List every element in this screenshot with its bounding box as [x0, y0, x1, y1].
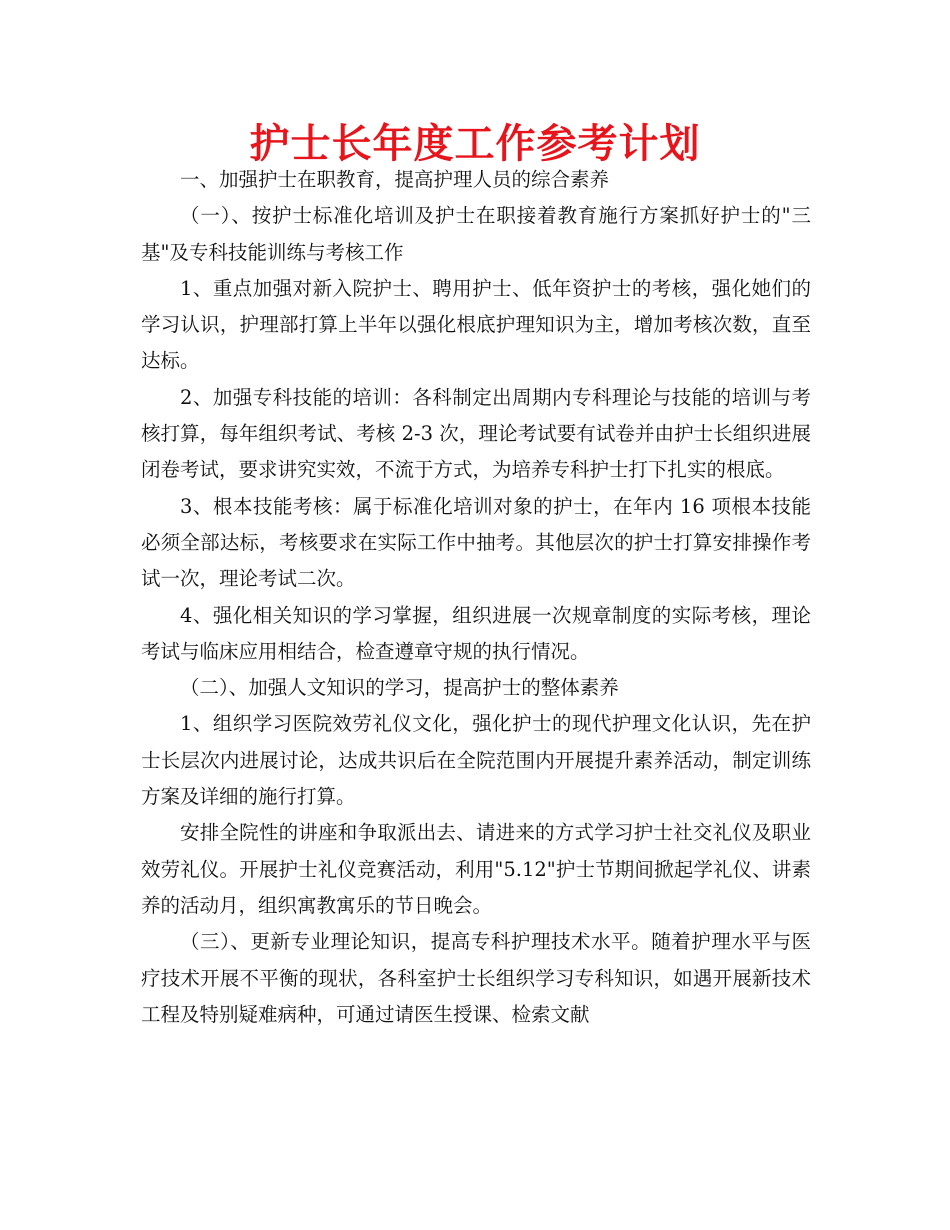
section-heading-1: 一、加强护士在职教育，提高护理人员的综合素养 — [180, 168, 610, 191]
paragraph-5: 1、组织学习医院效劳礼仪文化，强化护士的现代护理文化认识，先在护士长层次内进展讨论，达成共识后在全院范围内开展提升素养活动，制定训练方案及详细的施行打算。 — [141, 712, 811, 809]
paragraph-6: 安排全院性的讲座和争取派出去、请进来的方式学习护士社交礼仪及职业效劳礼仪。开展护士礼仪竞赛活动，利用"5.12"护士节期间掀起学礼仪、讲素养的活动月，组织寓教寓乐的节日晚会。 — [141, 821, 811, 917]
paragraph-1: 1、重点加强对新入院护士、聘用护士、低年资护士的考核，强化她们的学习认识，护理部打算上半年以强化根底护理知识为主，增加考核次数，直至达标。 — [141, 276, 811, 373]
paragraph-2: 2、加强专科技能的培训：各科制定出周期内专科理论与技能的培训与考核打算，每年组织考试、考核 2-3 次，理论考试要有试卷并由护士长组织进展闭卷考试，要求讲究实效，不流于方式，为培养专科护士打下扎实的根底。 — [141, 385, 811, 482]
paragraph-3: 3、根本技能考核：属于标准化培训对象的护士，在年内 16 项根本技能必须全部达标，考核要求在实际工作中抽考。其他层次的护士打算安排操作考试一次，理论考试二次。 — [141, 494, 811, 591]
subsection-heading-3: （三）、更新专业理论知识，提高专科护理技术水平。随着护理水平与医疗技术开展不平衡的现状，各科室护士长组织学习专科知识，如遇开展新技术工程及特别疑难病种，可通过请医生授课、检索文献 — [141, 930, 811, 1026]
paragraph-4: 4、强化相关知识的学习掌握，组织进展一次规章制度的实际考核，理论考试与临床应用相结合，检查遵章守规的执行情况。 — [141, 603, 811, 663]
document-body — [141, 162, 811, 1033]
subsection-heading-2: （二）、加强人文知识的学习，提高护士的整体素养 — [180, 676, 619, 700]
subsection-heading-1: （一）、按护士标准化培训及护士在职接着教育施行方案抓好护士的"三基"及专科技能训练与考核工作 — [141, 204, 811, 264]
document-title: 护士长年度工作参考计划 — [249, 121, 701, 167]
